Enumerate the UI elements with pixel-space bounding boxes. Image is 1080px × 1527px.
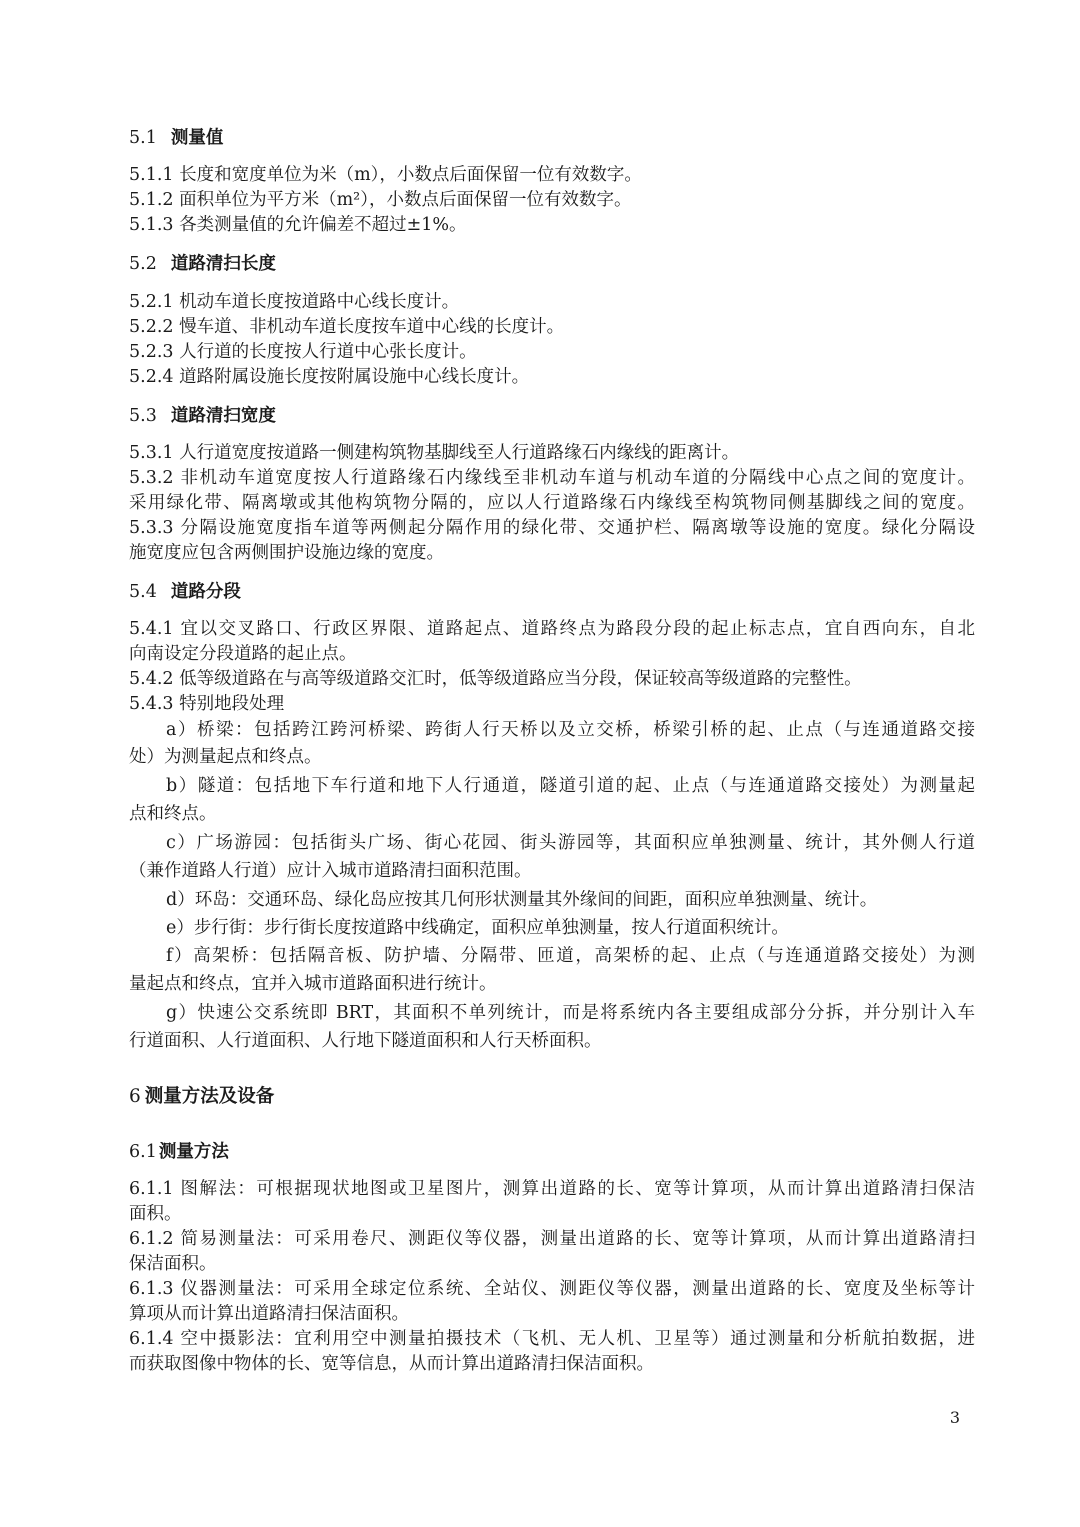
clause-5-4-2: 5.4.2 低等级道路在与高等级道路交汇时，低等级道路应当分段，保证较高等级道路的完整性。 [129,669,862,689]
clause-6-1-2-line1: 6.1.2 简易测量法：可采用卷尺、测距仪等仪器，测量出道路的长、宽等计算项，从而计算出道路清扫 [129,1229,975,1249]
clause-5-1-3: 5.1.3 各类测量值的允许偏差不超过±1%。 [129,215,467,235]
item-f-line2: 量起点和终点，宜并入城市道路面积进行统计。 [129,974,497,994]
clause-5-4-1-line2: 向南设定分段道路的起止点。 [129,644,357,664]
item-a-line2: 处）为测量起点和终点。 [129,747,322,767]
clause-5-2-4: 5.2.4 道路附属设施长度按附属设施中心线长度计。 [129,367,530,387]
section-title: 测量值 [170,128,224,148]
section-heading-5-1 [129,126,975,150]
chapter-heading-6 [129,1085,975,1109]
section-heading-5-4 [129,580,975,604]
clause-5-3-3-line1: 5.3.3 分隔设施宽度指车道等两侧起分隔作用的绿化带、交通护栏、隔离墩等设施的宽度。绿化分隔设 [129,518,975,538]
clause-5-3-2-line1: 5.3.2 非机动车道宽度按人行道路缘石内缘线至非机动车道与机动车道的分隔线中心点之间的宽度计。 [129,468,975,488]
item-b-line1: b）隧道：包括地下车行道和地下人行通道，隧道引道的起、止点（与连通道路交接处）为测量起 [166,776,975,796]
clause-6-1-3-line1: 6.1.3 仪器测量法：可采用全球定位系统、全站仪、测距仪等仪器，测量出道路的长、宽度及坐标等计 [129,1279,975,1299]
clause-6-1-1-line1: 6.1.1 图解法：可根据现状地图或卫星图片，测算出道路的长、宽等计算项，从而计算出道路清扫保洁 [129,1179,975,1199]
clause-5-1-1: 5.1.1 长度和宽度单位为米（m），小数点后面保留一位有效数字。 [129,165,642,185]
item-c-line1: c）广场游园：包括街头广场、街心花园、街头游园等，其面积应单独测量、统计，其外侧人行道 [166,833,975,853]
section-number: 5.2 [129,254,157,274]
clause-6-1-3-line2: 算项从而计算出道路清扫保洁面积。 [129,1304,409,1324]
section-number: 5.4 [129,582,157,602]
section-title: 道路分段 [170,582,241,602]
clause-5-4-3: 5.4.3 特别地段处理 [129,694,285,714]
clause-6-1-1-line2: 面积。 [129,1204,182,1224]
section-title: 道路清扫长度 [170,254,276,274]
item-a-line1: a）桥梁：包括跨江跨河桥梁、跨街人行天桥以及立交桥，桥梁引桥的起、止点（与连通道路交接 [166,720,975,740]
section-number: 6.1 [129,1142,157,1162]
clause-5-3-1: 5.3.1 人行道宽度按道路一侧建构筑物基脚线至人行道路缘石内缘线的距离计。 [129,443,740,463]
clause-5-4-1-line1: 5.4.1 宜以交叉路口、行政区界限、道路起点、道路终点为路段分段的起止标志点，宜自西向东，自北 [129,619,975,639]
clause-5-2-3: 5.2.3 人行道的长度按人行道中心张长度计。 [129,342,477,362]
clause-5-3-2-line2: 采用绿化带、隔离墩或其他构筑物分隔的，应以人行道路缘石内缘线至构筑物同侧基脚线之间的宽度。 [129,493,975,513]
item-c-line2: （兼作道路人行道）应计入城市道路清扫面积范围。 [129,861,532,881]
section-title: 道路清扫宽度 [170,406,276,426]
chapter-number: 6 [129,1086,141,1107]
clause-5-3-3-line2: 施宽度应包含两侧围护设施边缘的宽度。 [129,543,444,563]
section-heading-5-2 [129,252,975,276]
section-title: 测量方法 [158,1142,229,1162]
clause-6-1-4-line1: 6.1.4 空中摄影法：宜利用空中测量拍摄技术（飞机、无人机、卫星等）通过测量和分析航拍数据，进 [129,1329,975,1349]
clause-5-1-2: 5.1.2 面积单位为平方米（m²），小数点后面保留一位有效数字。 [129,190,632,210]
item-g-line2: 行道面积、人行道面积、人行地下隧道面积和人行天桥面积。 [129,1031,602,1051]
section-number: 5.1 [129,128,157,148]
section-heading-6-1 [129,1140,975,1164]
section-heading-5-3 [129,404,975,428]
clause-6-1-4-line2: 而获取图像中物体的长、宽等信息，从而计算出道路清扫保洁面积。 [129,1354,654,1374]
chapter-title: 测量方法及设备 [144,1086,275,1107]
clause-6-1-2-line2: 保洁面积。 [129,1254,217,1274]
item-b-line2: 点和终点。 [129,804,217,824]
item-g-line1: g）快速公交系统即 BRT，其面积不单列统计，而是将系统内各主要组成部分分拆，并分别计入车 [166,1003,975,1023]
item-e: e）步行街：步行街长度按道路中线确定，面积应单独测量，按人行道面积统计。 [166,918,789,938]
item-f-line1: f）高架桥：包括隔音板、防护墙、分隔带、匝道，高架桥的起、止点（与连通道路交接处）为测 [166,946,975,966]
item-d: d）环岛：交通环岛、绿化岛应按其几何形状测量其外缘间的间距，面积应单独测量、统计。 [166,890,878,910]
clause-5-2-2: 5.2.2 慢车道、非机动车道长度按车道中心线的长度计。 [129,317,565,337]
section-number: 5.3 [129,406,157,426]
page-number: 3 [949,1408,960,1427]
clause-5-2-1: 5.2.1 机动车道长度按道路中心线长度计。 [129,292,460,312]
